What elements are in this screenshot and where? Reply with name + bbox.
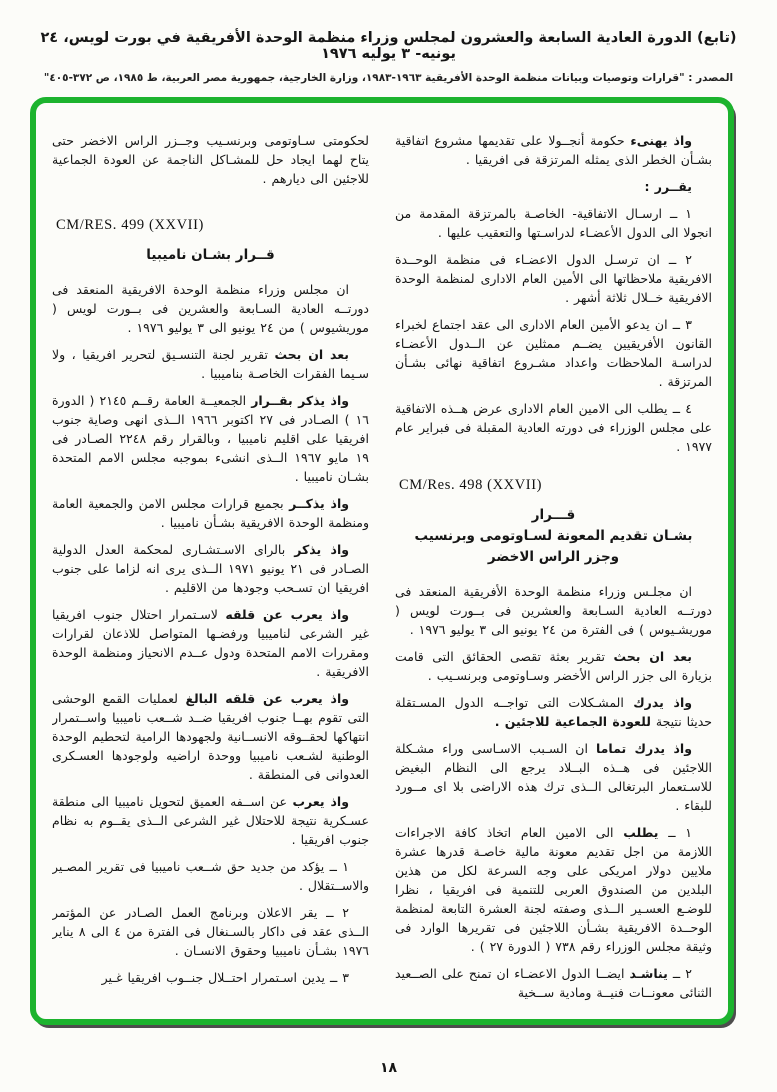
- paragraph: [395, 647, 712, 685]
- para-lead: واذ يدرك تماما: [595, 741, 692, 756]
- para-lead: واذ يعرب عن قلقه: [225, 607, 349, 622]
- para-num: ١ ــ: [658, 825, 692, 840]
- para-lead: يناشـد: [629, 966, 668, 981]
- para-text: ٣ ــ يدين اسـتمرار احتــلال جنــوب افريقيا غـير: [101, 970, 349, 985]
- para-tail: للعودة الجماعية للاجئين .: [494, 714, 651, 729]
- paragraph: [52, 968, 369, 987]
- para-text: ١ ــ ارسـال الاتفاقية- الخاصـة بالمرتزقة المقدمة من انجولا الى الدول الأعضـاء لدراسـتها والتعقيب عليها .: [395, 206, 712, 240]
- para-lead: واذ يذكر: [294, 542, 349, 557]
- para-lead: واذ يذكر بقــرار: [251, 393, 349, 408]
- two-column-text: [36, 103, 728, 1019]
- para-lead: واذ يدرك: [633, 695, 692, 710]
- paragraph: [52, 391, 369, 486]
- header-session-title: (تابع) الدورة العادية السابعة والعشرون لمجلس وزراء منظمة الوحدة الأفريقية في بورت لويس، ٢٤ يونيه- ٣ يوليه ١٩٧٦: [40, 30, 737, 62]
- para-text: المشـكلات التى تواجــه الدول المسـتقلة حديثا نتيجة: [395, 695, 712, 729]
- heading-line: قـــرار: [531, 507, 576, 523]
- para-text: ان السـبب الاسـاسى وراء مشـكلة اللاجئين فى هــذه البــلاد يرجع الى النظام البغيض للاسـتعمار البرتغالى الــذى ترك هذه الاراضى بلا اى مــورد للبقاء .: [395, 741, 712, 813]
- para-text: ٢ ــ يقر الاعلان وبرنامج العمل الصـادر عن المؤتمر الــذى عقد فى داكار بالسـنغال فى الفترة من ٤ الى ٨ يناير ١٩٧٦ بشـأن ناميبيا وحقوق الانسـان .: [52, 905, 369, 958]
- paragraph: [52, 345, 369, 383]
- paragraph: [52, 689, 369, 784]
- para-text: ايضــا الدول الاعضـاء ان تمنح على الصــعيد الثنائى معونــات فنيــة ومادية ســخية: [395, 966, 712, 1000]
- paragraph: [52, 540, 369, 597]
- para-text: بجميع قرارات مجلس الامن والجمعية العامة ومنظمة الوحدة الافريقية بشـأن ناميبيا .: [52, 496, 369, 530]
- para-text: ان مجلـس وزراء منظمة الوحدة الأفريقية المنعقد فى دورتــه العادية السـابعة والعشرين فى بــورت لويس ( موريشـيوس ) فى الفترة من ٢٤ يونيو الى ٣ يوليو ١٩٧٦ .: [395, 584, 712, 637]
- para-text: ٣ ــ ان يدعو الأمين العام الادارى الى عقد اجتماع لخبراء القانون الأفريقيين يضــم ممثلين عن الــدول الأعضـاء لدراسـة الملاحظات واعداد مشـروع اتفاقية نهائى بشـأن المرتزقة .: [395, 317, 712, 389]
- para-text: ٤ ــ يطلب الى الامين العام الادارى عرض هــذه الاتفاقية على مجلس الوزراء فى دورته العادية المقبلة فى فبراير عام ١٩٧٧ .: [395, 401, 712, 454]
- paragraph: [395, 823, 712, 956]
- para-text: ٢ ــ ان ترسـل الدول الاعضـاء فى منظمة الوحــدة الافريقية ملاحظاتها الى الأمين العام الادارى لمنظمة الوحدة الافريقية خــلال ثلاثة أشهر .: [395, 252, 712, 305]
- para-lead: بعد ان بحث: [274, 347, 349, 362]
- paragraph: [52, 605, 369, 681]
- paragraph: [52, 280, 369, 337]
- paragraph: [395, 177, 712, 196]
- heading-line: وجزر الراس الاخضر: [487, 549, 620, 565]
- para-lead: واذ يذكــر: [289, 496, 349, 511]
- page-header: [18, 30, 759, 84]
- para-lead: بعد ان بحث: [613, 649, 692, 664]
- green-border-frame: [30, 97, 734, 1025]
- para-text: عن اســفه العميق لتحويل ناميبيا الى منطقة عسـكرية نتيجة للاحتلال غير الشرعى الــذى يقــوم به نظام جنوب افريقيا .: [52, 794, 369, 847]
- para-text: بالراى الاسـتشـارى لمحكمة العدل الدولية الصـادر فى ٢١ يونيو ١٩٧١ الــذى يرى انه لزاما على جنوب افريقيا ان تسـحب وجودها من الاقليم .: [52, 542, 369, 595]
- column-right: [395, 131, 712, 1011]
- paragraph: [395, 582, 712, 639]
- para-text: حكومة أنجــولا على تقديمها مشروع اتفاقية بشـأن الخطر الذى يمثله المرتزقة فى افريقيا .: [395, 133, 712, 167]
- para-lead: يقــرر :: [644, 179, 692, 194]
- paragraph: [395, 964, 712, 1002]
- para-lead: واذ يعرب عن قلقه البالغ: [185, 691, 350, 706]
- resolution-499-heading: قــرار بشـان ناميبيا: [146, 247, 275, 263]
- para-text: ان مجلس وزراء منظمة الوحدة الافريقية المنعقد فى دورتــه العادية السـابعة والعشرين فى بــورت لويس ( موريشيوس ) من ٢٤ يونيو الى ٣ يوليو ١٩٧٦ .: [52, 282, 369, 335]
- para-text: الى الامين العام اتخاذ كافة الاجراءات اللازمة من اجل تقديم معونة مالية خاصـة قدرها عشرة ملايين دولار امريكى على وجه السرعة لكل من هذين البلدين من الصندوق العربى للتنمية فى افريقيا ، نظرا للوضـع العسـير الــذى وصفته لجنة العشرة التابعة لمنظمة الوحــدة الافريقية بشـأن اللاجئين فى تقريرها الوارد فى وثيقة مجلس الوزراء رقم ٧٣٨ ( الدورة ٢٧ ) .: [395, 825, 712, 954]
- heading-line: بشـان تقديم المعونة لسـاوتومى وبرنسيب: [414, 528, 693, 544]
- para-lead: واذ يعرب: [292, 794, 349, 809]
- para-text: لاسـتمرار احتلال جنوب افريقيا غير الشرعى لناميبيا ورفضـها المتواصل للاذعان لقرارات ومقررات الامم المتحدة ودول عــدم الانحياز ومنظمة الوحدة الافريقية .: [52, 607, 369, 679]
- paragraph: [395, 131, 712, 169]
- paragraph: [52, 903, 369, 960]
- header-source-note: المصدر : "قرارات وتوصيات وبيانات منظمة الوحدة الأفريقية ١٩٦٣-١٩٨٣، وزارة الخارجية، جمهورية مصر العربية، ط ١٩٨٥، ص ٣٧٢-٤٠٥": [43, 72, 734, 84]
- paragraph: [395, 739, 712, 815]
- paragraph: [395, 693, 712, 731]
- paragraph: [395, 399, 712, 456]
- resolution-code-499: CM/RES. 499 (XXVII): [56, 217, 204, 233]
- para-text: ١ ــ يؤكد من جديد حق شــعب ناميبيا فى تقرير المصـير والاســتقلال .: [52, 859, 369, 893]
- para-text: تقرير لجنة التنسـيق لتحرير افريقيا ، ولا سـيما الفقرات الخاصـة بناميبيا .: [52, 347, 369, 381]
- para-text: لحكومتى سـاوتومى وبرنسـيب وجــزر الراس الاخضر حتى يتاح لهما ايجاد حل للمشـاكل الناجمة عن العودة الجماعية للاجئين الى ديارهم .: [52, 133, 369, 186]
- paragraph: [52, 494, 369, 532]
- paragraph: [52, 131, 369, 188]
- paragraph: [395, 204, 712, 242]
- paragraph: [52, 857, 369, 895]
- para-text: لعمليات القمع الوحشى التى تقوم بهــا جنوب افريقيا ضــد شــعب ناميبيا واســتمرار انتهاكها لحقــوقه الانســانية ولجهودها الرامية لتحطيم الوحدة الوطنية لشـعب ناميبيا ووحدة اراضيه ولوجودها العسـكرى العدوانى فى المنطقة .: [52, 691, 369, 782]
- para-lead: واذ يهنىء: [630, 133, 693, 148]
- paragraph: [395, 250, 712, 307]
- resolution-498-heading: [395, 505, 712, 568]
- resolution-code-498: CM/Res. 498 (XXVII): [399, 477, 543, 493]
- paragraph: [395, 315, 712, 391]
- paragraph: [52, 792, 369, 849]
- para-text: تقرير بعثة تقصى الحقائق التى قامت بزيارة الى جزر الراس الأخضر وسـاوتومى وبرنسـيب .: [395, 649, 712, 683]
- column-left: [52, 131, 369, 1011]
- para-text: الجمعيــة العامة رقــم ٢١٤٥ ( الدورة ١٦ ) الصـادر فى ٢٧ اكتوبر ١٩٦٦ الــذى انهى وصاية جنوب افريقيا على اقليم ناميبيا ، وبالقرار رقم ٢٢٤٨ الصـادر فى ١٩ مايو ١٩٦٧ الــذى انشىء بموجبه مجلس الامم المتحدة بشـان ناميبيا .: [52, 393, 369, 484]
- para-num: ٢ ــ: [667, 966, 692, 981]
- page-number: ١٨: [379, 1060, 398, 1076]
- para-lead: يطلب: [623, 825, 659, 840]
